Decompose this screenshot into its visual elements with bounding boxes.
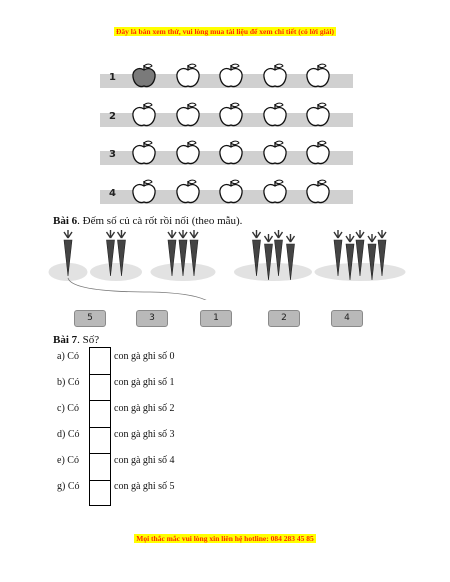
carrot-icon [275,230,283,276]
apple-outline-icon[interactable] [261,139,289,167]
carrot-group-5 [315,230,406,281]
apple-outline-icon[interactable] [304,139,332,167]
number-card[interactable]: 1 [200,310,232,327]
row-number: 3 [109,149,116,160]
item-text: con gà ghi số 2 [114,403,175,414]
apple-outline-icon[interactable] [174,101,202,129]
carrot-icon [118,230,126,276]
number-card[interactable]: 2 [268,310,300,327]
answer-boxes [89,347,111,506]
carrot-icon [287,234,295,280]
item-label: b) Có [57,377,80,388]
apple-outline-icon[interactable] [217,139,245,167]
number-card[interactable]: 5 [74,310,106,327]
item-text: con gà ghi số 5 [114,481,175,492]
answer-box[interactable] [90,348,110,375]
item-text: con gà ghi số 1 [114,377,175,388]
carrot-icon [334,230,342,276]
carrot-icon [253,230,261,276]
carrot-icon [168,230,176,276]
item-text: con gà ghi số 0 [114,351,175,362]
item-text: con gà ghi số 3 [114,429,175,440]
preview-banner: Đây là bản xem thử, vui lòng mua tài liệu để xem chi tiết (có lời giải) [115,27,335,36]
hotline-banner: Mọi thắc mắc vui lòng xin liên hệ hotline: 084 283 45 85 [136,534,314,543]
row-number: 2 [109,111,116,122]
answer-box[interactable] [90,428,110,455]
apple-outline-icon[interactable] [304,101,332,129]
apple-outline-icon[interactable] [174,62,202,90]
exercise-6-title: Bài 6. Đếm số củ cà rốt rồi nối (theo mẫu). [53,215,243,227]
carrot-icon [179,230,187,276]
carrot-icon [265,234,273,280]
item-label: g) Có [57,481,80,492]
apple-outline-icon[interactable] [304,62,332,90]
apple-filled-icon[interactable] [130,62,158,90]
apple-outline-icon[interactable] [217,62,245,90]
carrot-icon [346,234,354,280]
answer-box[interactable] [90,481,110,507]
apple-outline-icon[interactable] [261,178,289,206]
exercise-7-title: Bài 7. Số? [53,334,100,346]
sample-connector [68,278,212,300]
carrot-group-2 [90,230,142,281]
apple-outline-icon[interactable] [174,139,202,167]
apple-outline-icon[interactable] [261,101,289,129]
apple-outline-icon[interactable] [130,101,158,129]
carrot-icon [190,230,198,276]
item-text: con gà ghi số 4 [114,455,175,466]
number-card[interactable]: 4 [331,310,363,327]
carrot-icon [64,230,72,276]
carrot-group-1 [49,230,88,281]
item-label: d) Có [57,429,80,440]
carrot-group-4 [234,230,312,281]
item-label: a) Có [57,351,79,362]
number-card[interactable]: 3 [136,310,168,327]
carrot-group-3 [151,230,216,281]
carrot-icon [368,234,376,280]
apple-outline-icon[interactable] [261,62,289,90]
apple-outline-icon[interactable] [130,139,158,167]
apple-outline-icon[interactable] [217,178,245,206]
answer-box[interactable] [90,375,110,402]
carrot-icon [378,230,386,276]
item-label: c) Có [57,403,79,414]
apple-outline-icon[interactable] [304,178,332,206]
apple-outline-icon[interactable] [174,178,202,206]
carrot-icon [356,230,364,276]
row-number: 1 [109,72,116,83]
item-label: e) Có [57,455,79,466]
carrot-icon [107,230,115,276]
answer-box[interactable] [90,401,110,428]
answer-box[interactable] [90,454,110,481]
apple-outline-icon[interactable] [130,178,158,206]
row-number: 4 [109,188,116,199]
apple-outline-icon[interactable] [217,101,245,129]
